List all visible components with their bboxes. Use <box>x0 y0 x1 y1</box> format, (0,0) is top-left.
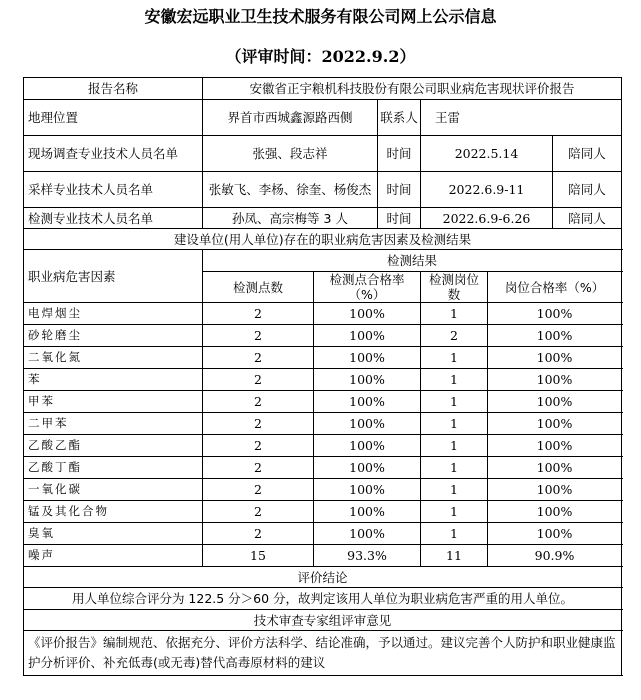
point-pass-rate: 100% <box>314 347 421 369</box>
point-pass-rate: 100% <box>314 435 421 457</box>
detection-posts: 1 <box>421 347 488 369</box>
detection-posts: 1 <box>421 457 488 479</box>
detection-points: 2 <box>203 457 314 479</box>
expert-row <box>24 631 622 676</box>
conclusion-title-row <box>24 567 622 588</box>
report-name-label: 报告名称 <box>24 78 203 100</box>
factor-header: 职业病危害因素 <box>24 250 203 303</box>
post-pass-rate: 90.9% <box>488 545 622 567</box>
table-row <box>24 501 622 523</box>
location: 界首市西城鑫源路西侧 <box>203 100 378 136</box>
post-pass-rate: 100% <box>488 501 622 523</box>
table-row <box>24 347 622 369</box>
detection-posts: 1 <box>421 303 488 325</box>
table-row <box>24 435 622 457</box>
contact-label: 联系人 <box>378 100 421 136</box>
conclusion-text: 用人单位综合评分为 122.5 分＞60 分，故判定该用人单位为职业病危害严重的用人单位。 <box>24 588 622 610</box>
sampling-time: 2022.6.9-11 <box>421 172 553 208</box>
testing-companion-label: 陪同人 <box>553 208 622 229</box>
post-pass-rate: 100% <box>488 347 622 369</box>
table-row <box>24 391 622 413</box>
survey-staff: 张强、段志祥 <box>203 136 378 172</box>
hazard-factor: 锰及其化合物 <box>24 501 203 523</box>
sampling-label: 采样专业技术人员名单 <box>24 172 203 208</box>
detection-posts: 1 <box>421 501 488 523</box>
point-pass-rate: 100% <box>314 523 421 545</box>
survey-companion-label: 陪同人 <box>553 136 622 172</box>
hazard-section-title: 建设单位(用人单位)存在的职业病危害因素及检测结果 <box>24 229 622 250</box>
point-pass-rate: 93.3% <box>314 545 421 567</box>
detection-posts: 1 <box>421 391 488 413</box>
col-posts: 检测岗位数 <box>421 272 488 303</box>
point-pass-rate: 100% <box>314 303 421 325</box>
col-point-rate: 检测点合格率（%） <box>314 272 421 303</box>
sampling-staff: 张敏飞、李杨、徐奎、杨俊杰 <box>203 172 378 208</box>
detection-posts: 11 <box>421 545 488 567</box>
review-time: （评审时间：2022.9.2） <box>225 47 416 66</box>
sampling-time-label: 时间 <box>378 172 421 208</box>
hazard-factor: 砂轮磨尘 <box>24 325 203 347</box>
expert-title-row <box>24 610 622 631</box>
testing-label: 检测专业技术人员名单 <box>24 208 203 229</box>
survey-label: 现场调查专业技术人员名单 <box>24 136 203 172</box>
detection-points: 2 <box>203 413 314 435</box>
hazard-factor: 二氧化氮 <box>24 347 203 369</box>
info-table <box>23 77 622 676</box>
results-header: 检测结果 <box>203 250 622 272</box>
location-label: 地理位置 <box>24 100 203 136</box>
detection-points: 2 <box>203 479 314 501</box>
hazard-factor: 乙酸乙酯 <box>24 435 203 457</box>
table-row <box>24 413 622 435</box>
detection-points: 15 <box>203 545 314 567</box>
page-title: 安徽宏远职业卫生技术服务有限公司网上公示信息 <box>144 7 497 26</box>
point-pass-rate: 100% <box>314 457 421 479</box>
detection-points: 2 <box>203 501 314 523</box>
post-pass-rate: 100% <box>488 523 622 545</box>
point-pass-rate: 100% <box>314 391 421 413</box>
hazard-section-title-row <box>24 229 622 250</box>
detection-points: 2 <box>203 303 314 325</box>
contact: 王雷 <box>421 100 622 136</box>
post-pass-rate: 100% <box>488 435 622 457</box>
point-pass-rate: 100% <box>314 413 421 435</box>
hazard-factor: 臭氧 <box>24 523 203 545</box>
table-row <box>24 479 622 501</box>
post-pass-rate: 100% <box>488 369 622 391</box>
post-pass-rate: 100% <box>488 479 622 501</box>
point-pass-rate: 100% <box>314 369 421 391</box>
hazard-factor: 苯 <box>24 369 203 391</box>
report-name-row <box>24 78 622 100</box>
detection-posts: 1 <box>421 435 488 457</box>
post-pass-rate: 100% <box>488 457 622 479</box>
detection-points: 2 <box>203 523 314 545</box>
post-pass-rate: 100% <box>488 413 622 435</box>
survey-time: 2022.5.14 <box>421 136 553 172</box>
expert-opinion: 《评价报告》编制规范、依据充分、评价方法科学、结论准确，予以通过。建议完善个人防护和职业健康监护分析评价、补充低毒(或无毒)替代高毒原材料的建议 <box>24 631 622 676</box>
hazard-factor: 乙酸丁酯 <box>24 457 203 479</box>
table-row <box>24 325 622 347</box>
point-pass-rate: 100% <box>314 479 421 501</box>
post-pass-rate: 100% <box>488 325 622 347</box>
detection-posts: 1 <box>421 479 488 501</box>
post-pass-rate: 100% <box>488 391 622 413</box>
hazard-factor: 二甲苯 <box>24 413 203 435</box>
col-points: 检测点数 <box>203 272 314 303</box>
testing-staff: 孙凤、高宗梅等 3 人 <box>203 208 378 229</box>
hazard-factor: 噪声 <box>24 545 203 567</box>
table-row <box>24 303 622 325</box>
survey-time-label: 时间 <box>378 136 421 172</box>
detection-points: 2 <box>203 435 314 457</box>
detection-posts: 1 <box>421 369 488 391</box>
hazard-factor: 电焊烟尘 <box>24 303 203 325</box>
table-row <box>24 523 622 545</box>
detection-posts: 1 <box>421 523 488 545</box>
point-pass-rate: 100% <box>314 501 421 523</box>
conclusion-title: 评价结论 <box>24 567 622 588</box>
detection-points: 2 <box>203 369 314 391</box>
hazard-factor: 甲苯 <box>24 391 203 413</box>
detection-points: 2 <box>203 325 314 347</box>
testing-time: 2022.6.9-6.26 <box>421 208 553 229</box>
location-row <box>24 100 622 136</box>
point-pass-rate: 100% <box>314 325 421 347</box>
col-post-rate: 岗位合格率（%） <box>488 272 622 303</box>
detection-points: 2 <box>203 347 314 369</box>
survey-row <box>24 136 622 172</box>
testing-row <box>24 208 622 229</box>
conclusion-row <box>24 588 622 610</box>
post-pass-rate: 100% <box>488 303 622 325</box>
expert-title: 技术审查专家组评审意见 <box>24 610 622 631</box>
table-row <box>24 545 622 567</box>
detection-posts: 1 <box>421 413 488 435</box>
report-name: 安徽省正宇粮机科技股份有限公司职业病危害现状评价报告 <box>203 78 622 100</box>
table-row <box>24 369 622 391</box>
hazard-factor: 一氧化碳 <box>24 479 203 501</box>
sampling-companion-label: 陪同人 <box>553 172 622 208</box>
sampling-row <box>24 172 622 208</box>
detection-posts: 2 <box>421 325 488 347</box>
testing-time-label: 时间 <box>378 208 421 229</box>
table-row <box>24 457 622 479</box>
hazard-header-row <box>24 250 622 272</box>
detection-points: 2 <box>203 391 314 413</box>
